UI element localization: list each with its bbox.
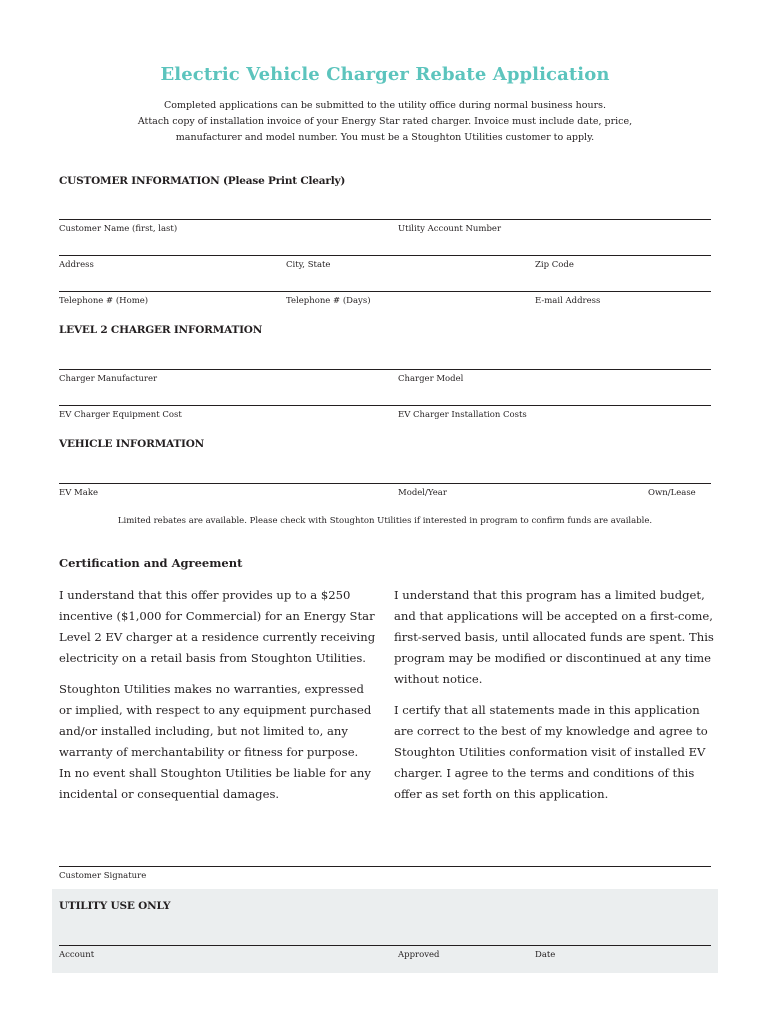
installation-costs-label: EV Charger Installation Costs [398, 410, 527, 420]
text-line: program may be modified or discontinued at any time [394, 651, 711, 665]
text-line: charger. I agree to the terms and conditions of this [394, 766, 695, 780]
text-line: I understand that this program has a limited budget, [394, 588, 705, 602]
intro-line-3: manufacturer and model number. You must be a Stoughton Utilities customer to apply. [175, 132, 595, 143]
text-line: are correct to the best of my knowledge and agree to [394, 724, 708, 738]
certification-left-column [59, 585, 384, 805]
certification-right-paragraph-2 [394, 700, 719, 805]
charger-cost-line[interactable] [59, 405, 711, 406]
city-state-label: City, State [286, 260, 331, 270]
certification-heading: Certification and Agreement [59, 556, 243, 570]
utility-approved-label: Approved [398, 950, 440, 960]
page-title: Electric Vehicle Charger Rebate Application [160, 64, 610, 85]
intro-text [100, 98, 670, 146]
customer-info-heading: CUSTOMER INFORMATION (Please Print Clearly) [59, 175, 346, 187]
certification-left-paragraph-2 [59, 679, 384, 805]
model-year-label: Model/Year [398, 488, 447, 498]
phone-days-label: Telephone # (Days) [286, 296, 371, 306]
text-line: and that applications will be accepted on a first-come, [394, 609, 713, 623]
text-line: or implied, with respect to any equipment purchased [59, 703, 372, 717]
customer-name-line[interactable] [59, 219, 711, 220]
text-line: In no event shall Stoughton Utilities be liable for any [59, 766, 371, 780]
own-lease-label: Own/Lease [648, 488, 696, 498]
charger-model-label: Charger Model [398, 374, 464, 384]
account-number-label: Utility Account Number [398, 224, 502, 234]
zip-code-label: Zip Code [535, 260, 574, 270]
text-line: incidental or consequential damages. [59, 787, 280, 801]
email-label: E-mail Address [535, 296, 601, 306]
phone-home-label: Telephone # (Home) [59, 296, 149, 306]
customer-name-label: Customer Name (first, last) [59, 224, 178, 234]
equipment-cost-label: EV Charger Equipment Cost [59, 410, 182, 420]
certification-right-paragraph-1 [394, 585, 719, 690]
address-line[interactable] [59, 255, 711, 256]
intro-line-2: Attach copy of installation invoice of your Energy Star rated charger. Invoice must include date, price, [137, 116, 633, 127]
charger-manufacturer-line[interactable] [59, 369, 711, 370]
text-line: offer as set forth on this application. [394, 787, 609, 801]
customer-signature-label: Customer Signature [59, 871, 147, 881]
vehicle-line[interactable] [59, 483, 711, 484]
text-line: Stoughton Utilities makes no warranties, expressed [59, 682, 364, 696]
telephone-line[interactable] [59, 291, 711, 292]
text-line: first-served basis, until allocated funds are spent. This [394, 630, 714, 644]
text-line: I understand that this offer provides up to a $250 [59, 588, 351, 602]
text-line: without notice. [394, 672, 483, 686]
utility-account-label: Account [59, 950, 95, 960]
text-line: Level 2 EV charger at a residence currently receiving [59, 630, 376, 644]
utility-date-label: Date [535, 950, 556, 960]
charger-manufacturer-label: Charger Manufacturer [59, 374, 158, 384]
customer-signature-line[interactable] [59, 866, 711, 867]
text-line: Stoughton Utilities conformation visit of installed EV [394, 745, 706, 759]
text-line: warranty of merchantability or fitness for purpose. [59, 745, 359, 759]
address-label: Address [59, 260, 94, 270]
intro-line-1: Completed applications can be submitted to the utility office during normal business hours. [163, 100, 607, 111]
funds-notice: Limited rebates are available. Please check with Stoughton Utilities if interested in program to confirm funds are available. [117, 516, 653, 526]
text-line: incentive ($1,000 for Commercial) for an Energy Star [59, 609, 375, 623]
certification-left-paragraph-1 [59, 585, 384, 669]
text-line: electricity on a retail basis from Stoughton Utilities. [59, 651, 366, 665]
certification-right-column [394, 585, 719, 805]
text-line: I certify that all statements made in this application [394, 703, 700, 717]
utility-use-heading: UTILITY USE ONLY [59, 900, 171, 912]
text-line: and/or installed including, but not limited to, any [59, 724, 348, 738]
utility-line[interactable] [59, 945, 711, 946]
ev-make-label: EV Make [59, 488, 98, 498]
vehicle-info-heading: VEHICLE INFORMATION [59, 438, 205, 450]
charger-info-heading: LEVEL 2 CHARGER INFORMATION [59, 324, 263, 336]
